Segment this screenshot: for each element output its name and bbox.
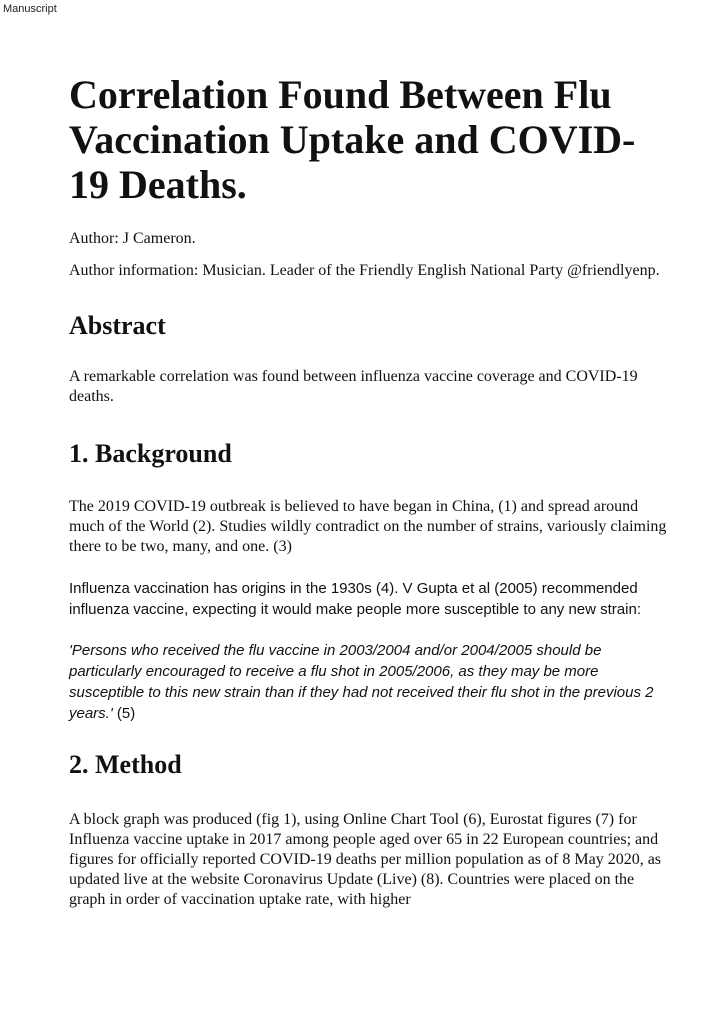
abstract-text: A remarkable correlation was found between influenza vaccine coverage and COVID-19 deaths. xyxy=(69,368,638,405)
author-line: Author: J Cameron. xyxy=(69,230,196,247)
author-information: Author information: Musician. Leader of the Friendly English National Party @friendlyenp. xyxy=(69,262,660,279)
method-paragraph-1: A block graph was produced (fig 1), using Online Chart Tool (6), Eurostat figures (7) for Influenza vaccine uptake in 2017 among people aged over 65 in 22 European countries; and figures for officially reported COVID-19 deaths per million population as of 8 May 2020, as updated live at the website Coronavirus Update (Live) (8). Countries were placed on the graph in order of vaccination uptake rate, with higher xyxy=(69,811,662,908)
method-heading: 2. Method xyxy=(69,750,182,779)
abstract-heading: Abstract xyxy=(69,311,166,340)
paper-title: Correlation Found Between Flu Vaccination Uptake and COVID-19 Deaths. xyxy=(69,72,636,207)
quote-reference: (5) xyxy=(112,705,136,722)
manuscript-label: Manuscript xyxy=(3,3,57,15)
background-quote xyxy=(69,640,669,724)
background-heading: 1. Background xyxy=(69,439,232,468)
quote-text: 'Persons who received the flu vaccine in 2003/2004 and/or 2004/2005 should be particularly encouraged to receive a flu shot in 2005/2006, as they may be more susceptible to this new strain than if they had not received their flu shot in the previous 2 years.' xyxy=(69,642,654,722)
paper-page xyxy=(69,72,669,910)
background-paragraph-2: Influenza vaccination has origins in the 1930s (4). V Gupta et al (2005) recommended influenza vaccine, expecting it would make people more susceptible to any new strain: xyxy=(69,580,641,618)
background-paragraph-1: The 2019 COVID-19 outbreak is believed to have began in China, (1) and spread around much of the World (2). Studies wildly contradict on the number of strains, variously claiming there to be two, many, and one. (3) xyxy=(69,498,667,555)
